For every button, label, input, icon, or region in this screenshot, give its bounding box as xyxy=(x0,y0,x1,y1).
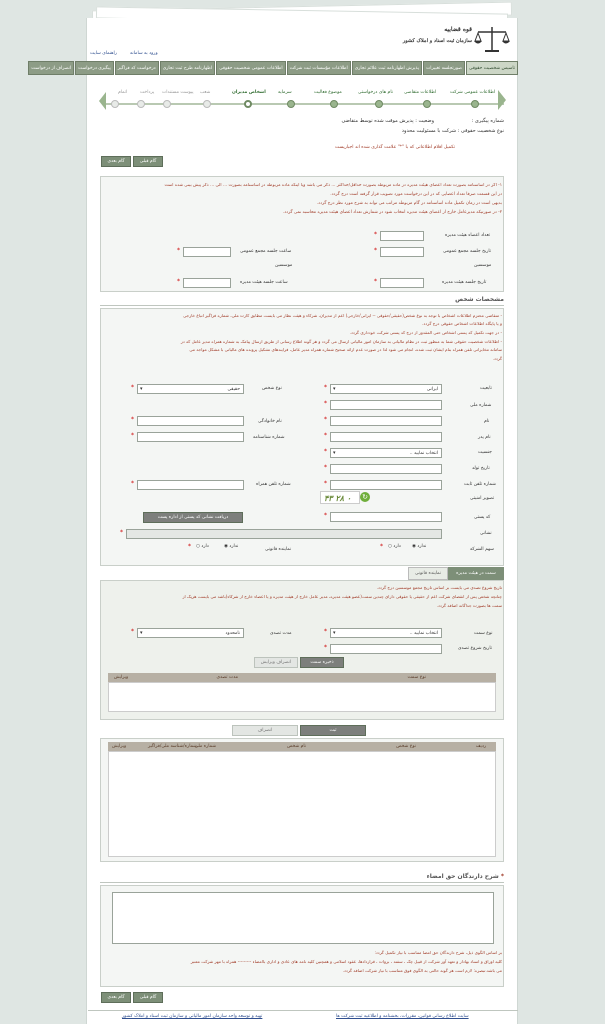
mobile-label: شماره تلفن همراه xyxy=(256,482,291,487)
id-number-input[interactable] xyxy=(137,432,244,442)
board-meeting-time-label: ساعت جلسه هیئت مدیره xyxy=(240,280,288,285)
step-names[interactable]: نام های درخواستی xyxy=(358,90,393,95)
gender-label: جنسیت xyxy=(478,450,492,455)
first-name-label: نام xyxy=(484,419,490,424)
tab-trademark[interactable]: پذیرش اظهارنامه ثبت علائم تجاری xyxy=(352,61,422,75)
birth-date-input[interactable] xyxy=(330,464,442,474)
phone-input[interactable] xyxy=(330,480,442,490)
tab-universal-code[interactable]: درخواست کد فراگیر xyxy=(115,61,159,75)
footer-link-regulations[interactable]: سایت اطلاع رسانی قوانین، مقررات، بخشنامه و اطلاعیه ثبت شرکت ها xyxy=(336,1014,469,1019)
step-finish[interactable]: اتمام xyxy=(118,90,128,95)
address-input[interactable] xyxy=(126,529,442,539)
register-button[interactable]: ثبت xyxy=(300,725,366,736)
national-id-label: شماره ملی xyxy=(470,403,492,408)
tab-institutes[interactable]: اطلاعات مؤسسات ثبت شرکت xyxy=(287,61,351,75)
board-note-4: ۲- در صورتیکه مدیرعامل خارج از اعضای هیئت مدیره انتخاب شود در شمارش تعداد اعضای هیئت مدیره محاسبه نمی گردد. xyxy=(282,210,502,215)
required-star: * xyxy=(324,628,327,635)
step-dot xyxy=(203,100,211,108)
members-count-label: تعداد اعضاء هیئت مدیره xyxy=(445,233,491,238)
chevron-down-icon: ▾ xyxy=(333,630,336,636)
step-attachments[interactable]: پیوست مستندات xyxy=(162,90,194,95)
chevron-down-icon: ▾ xyxy=(140,386,143,392)
tab-tracking[interactable]: پیگیری درخواست xyxy=(75,61,114,75)
national-id-input[interactable] xyxy=(330,400,442,410)
step-general[interactable]: اطلاعات عمومی شرکت xyxy=(450,90,496,95)
position-note-3: سمت ها بصورت جداگانه اضافه گردد. xyxy=(436,603,502,608)
step-dot xyxy=(111,100,119,108)
signatories-title: * شرح دارندگان حق امضاء xyxy=(426,873,504,880)
required-star: * xyxy=(324,384,327,391)
step-dot xyxy=(287,100,295,108)
next-step-button-bottom[interactable]: گام بعدی xyxy=(101,992,131,1003)
subtab-board-position[interactable]: سمت در هیئت مدیره xyxy=(448,567,504,580)
request-status: وضعیت : پذیرش موقت شده توسط متقاضی xyxy=(341,118,434,124)
col-national-id: شماره ملی xyxy=(194,744,216,749)
next-step-button-top[interactable]: گام بعدی xyxy=(101,156,131,167)
share-label: سهم الشرکه xyxy=(470,547,494,552)
person-note-6: گردد. xyxy=(492,356,502,361)
signatories-note-2: کلیه اوراق و اسناد بهادار و تعهد آور شرکت از قبیل چک ، سفته ، بروات ، قراردادها، عقود اسلامی و همچنین کلیه نامه های عادی و اداری باامضاء --------- همراه با مهر شرکت معتبر xyxy=(190,959,502,964)
required-star: * xyxy=(131,384,134,391)
general-meeting-time-label: ساعت جلسه مجمع عمومی xyxy=(240,249,292,254)
wizard-arrow-right xyxy=(498,90,506,110)
cancel-button[interactable]: انصراف xyxy=(232,725,298,736)
phone-label: شماره تلفن ثابت xyxy=(464,482,496,487)
gender-select[interactable]: انتخاب نمایید .. ▾ xyxy=(330,448,442,458)
col-position-type: نوع سمت xyxy=(407,675,426,680)
captcha-label: تصویر امنیتی xyxy=(470,496,495,501)
last-name-input[interactable] xyxy=(137,416,244,426)
required-star: * xyxy=(131,480,134,487)
step-dot xyxy=(471,100,479,108)
position-type-select[interactable]: انتخاب نمایید .. ▾ xyxy=(330,628,442,638)
chevron-down-icon: ▾ xyxy=(140,630,143,636)
general-meeting-date-input[interactable] xyxy=(380,247,424,257)
board-meeting-date-label: تاریخ جلسه هیئت مدیره xyxy=(442,280,487,285)
persons-table-header xyxy=(108,742,496,751)
required-star: * xyxy=(177,247,180,254)
required-note: تکمیل اقلام اطلاعاتی که با "*" علامت گذاری شده اند اجباریست xyxy=(334,145,455,150)
person-section-title: مشخصات شخص xyxy=(455,296,504,303)
scales-icon xyxy=(472,24,512,54)
login-link[interactable]: ورود به سامانه xyxy=(130,51,158,56)
required-star: * xyxy=(131,416,134,423)
address-label: نشانی xyxy=(480,531,492,536)
prev-step-button-bottom[interactable]: گام قبلی xyxy=(133,992,163,1003)
general-meeting-date-label: تاریخ جلسه مجمع عمومی xyxy=(443,249,492,254)
tab-general-info[interactable]: اطلاعات عمومی شخصیت حقوقی xyxy=(216,61,286,75)
person-note-1: - متقاضی محترم اطلاعات اشخاص با توجه به نوع شخص(حقیقی/حقوقی -- ایرانی/خارجی) اعم از مدیران، شرکاء و هیئت نظار می بایست مطابق کارت ملی، شماره فراگیر اتباع خارجی xyxy=(183,313,502,318)
required-star: * xyxy=(188,543,191,550)
required-star: * xyxy=(177,278,180,285)
father-name-input[interactable] xyxy=(330,432,442,442)
board-meeting-time-input[interactable] xyxy=(183,278,231,288)
col-edit: ویرایش xyxy=(114,675,129,680)
get-address-button[interactable]: دریافت نشانی کد پستی از اداره پست xyxy=(143,512,243,523)
footer-link-developer[interactable]: تهیه و توسعه واحد سازمان امور مالیاتی و سازمان ثبت اسناد و املاک کشور xyxy=(122,1014,263,1019)
start-date-label: تاریخ شروع تصدی xyxy=(458,646,492,651)
captcha-image: ۴۳ ۲۸ ۰ xyxy=(320,491,360,504)
position-table-body xyxy=(108,682,496,712)
step-dot-current xyxy=(244,100,252,108)
id-number-label: شماره شناسنامه xyxy=(253,435,285,440)
person-type-label: نوع شخص xyxy=(262,386,282,391)
signatories-note-1: بر اساس الگوی ذیل، شرح دارندگان حق امضا متناسب با نیاز تکمیل گردد: xyxy=(374,950,502,955)
persons-table-body xyxy=(108,751,496,857)
founders-label-1: موسسین xyxy=(474,263,492,268)
first-name-input[interactable] xyxy=(330,416,442,426)
nationality-select[interactable]: ایرانی ▾ xyxy=(330,384,442,394)
col-row: ردیف xyxy=(475,744,486,749)
required-star: * xyxy=(374,247,377,254)
step-activity[interactable]: موضوع فعالیت xyxy=(314,90,342,95)
person-note-4: - اطلاعات شخصیت حقوقی شما به منظور ثبت در نظام مالیاتی به سازمان امور مالیاتی ارسال می گردد و هر گونه اطلاع رسانی از طریق ارسال پیامک به شماره همراه مدیر عامل که در xyxy=(180,339,502,344)
wizard-arrow-left xyxy=(99,92,106,110)
cancel-edit-button[interactable]: انصراف ویرایش xyxy=(254,657,298,668)
divider xyxy=(100,305,504,306)
step-payment[interactable]: پرداخت xyxy=(140,90,155,95)
last-name-label: نام خانوادگی xyxy=(258,419,282,424)
logo-subtitle: سازمان ثبت اسناد و املاک کشور xyxy=(402,38,472,44)
person-note-5: سامانه مخابراتی تلفن همراه بنام ایشان ثبت شده، انجام می شود لذا در صورت عدم ارائه صحیح شماره همراه مدیر عامل، فرایندهای تشکیل پرونده های مالیاتی با مشکل مواجه می xyxy=(189,347,502,352)
position-note-2: چنانچه شخص پس از انقضای شرکت اعم از حقیقی یا حقوقی دارای چندین سمت(عضو هیئت مدیره، مدیر عامل خارج از هیئت مدیره و یا اعضاء خارج از شرکاء)باشد می بایست هریک از xyxy=(182,594,502,599)
required-star: * xyxy=(324,480,327,487)
entity-type: نوع شخصیت حقوقی : شرکت با مسئولیت محدود xyxy=(401,128,504,134)
required-star: * xyxy=(324,416,327,423)
step-dot xyxy=(375,100,383,108)
chevron-down-icon: ▾ xyxy=(333,386,336,392)
tab-changes[interactable]: صورتجلسه تغییرات xyxy=(423,61,465,75)
required-star: * xyxy=(324,432,327,439)
step-applicant[interactable]: اطلاعات متقاضی xyxy=(404,90,437,95)
logo-title: قوه قضاییه xyxy=(444,26,472,33)
required-star: * xyxy=(120,529,123,536)
col-universal-id: شماره/شناسه ملی/فراگیر xyxy=(148,744,197,749)
step-managers[interactable]: اشخاص مدیران xyxy=(232,90,266,95)
step-dot xyxy=(423,100,431,108)
required-star: * xyxy=(324,464,327,471)
prev-step-button-top[interactable]: گام قبلی xyxy=(133,156,163,167)
board-note-1: ۱- اگر در اساسنامه بصورت تعداد اعضای هیئت مدیره در ماده مربوطه بصورت حداقل/حداکثر ... ذکر می باشد ویا اینکه ماده مربوطه در اساسنامه بصورت ... الی ... ذکر پیش بینی شده است xyxy=(164,183,502,188)
required-star: * xyxy=(324,400,327,407)
legal-rep-label: نماینده قانونی xyxy=(265,547,292,552)
board-note-3: بدیهی است در زمان تکمیل ماده اساسنامه در گام مربوطه مراتب می تواند به شرح مورد نظر درج گردد. xyxy=(316,201,502,206)
required-star: * xyxy=(324,644,327,651)
share-no-radio[interactable]: ◉ ندارد xyxy=(412,544,427,549)
required-star: * xyxy=(380,543,383,550)
guide-link[interactable]: راهنمای سایت xyxy=(90,51,117,56)
save-position-button[interactable]: ذخیره سمت xyxy=(300,657,344,668)
legal-rep-no-radio[interactable]: ◉ ندارد xyxy=(224,544,239,549)
tab-declaration[interactable]: اظهارنامه طرح ثبت تجاری xyxy=(160,61,215,75)
board-meeting-date-input[interactable] xyxy=(380,278,424,288)
col-edit: ویرایش xyxy=(112,744,127,749)
required-star: * xyxy=(324,512,327,519)
required-star: * xyxy=(131,432,134,439)
step-dot xyxy=(163,100,171,108)
required-star: * xyxy=(374,278,377,285)
general-meeting-time-input[interactable] xyxy=(183,247,231,257)
father-name-label: نام پدر xyxy=(478,435,491,440)
step-capital[interactable]: سرمایه xyxy=(278,90,292,95)
step-branches[interactable]: شعب xyxy=(200,90,211,95)
tracking-number: شماره پیگیری : xyxy=(471,118,504,124)
footer-divider xyxy=(88,1010,518,1011)
refresh-captcha-icon[interactable]: ↻ xyxy=(360,492,370,502)
duration-select[interactable]: نامحدود ▾ xyxy=(137,628,244,638)
mobile-input[interactable] xyxy=(137,480,244,490)
logo xyxy=(472,24,512,54)
col-person-name: نام شخص xyxy=(286,744,306,749)
tab-cancel-request[interactable]: انصراف از درخواست xyxy=(28,61,74,75)
chevron-down-icon: ▾ xyxy=(333,450,336,456)
postal-code-label: کد پستی xyxy=(474,515,491,520)
board-note-2: در این قسمت صرفا تعداد اعضایی که در این درخواست مورد تصویب قرار گرفته است درج گردد. xyxy=(330,192,502,197)
postal-code-input[interactable] xyxy=(330,512,442,522)
person-note-2: و یا پایگاه اطلاعات اشخاص حقوقی درج گردد. xyxy=(422,321,502,326)
subtab-legal-rep[interactable]: نماینده قانونی xyxy=(408,567,448,580)
required-star: * xyxy=(324,448,327,455)
position-table-header xyxy=(108,673,496,682)
signatories-textarea[interactable] xyxy=(112,892,494,944)
legal-rep-yes-radio[interactable]: ○ دارد xyxy=(196,544,209,549)
main-tabs xyxy=(31,61,518,77)
col-person-type: نوع شخص xyxy=(396,744,416,749)
step-dot xyxy=(330,100,338,108)
position-note-1: تاریخ شروع تصدی می بایست بر اساس تاریخ مجمع موسسین درج گردد. xyxy=(376,585,502,590)
start-date-input[interactable] xyxy=(330,644,442,654)
person-note-3: - در جهت تکمیل کد پستی اشخاص حتی المقدور از درج کد پستی شرکت خودداری گردد. xyxy=(349,330,502,335)
divider xyxy=(100,882,504,883)
position-type-label: نوع سمت xyxy=(474,631,493,636)
members-count-input[interactable] xyxy=(380,231,424,241)
required-star: * xyxy=(374,231,377,238)
share-yes-radio[interactable]: ○ دارد xyxy=(388,544,401,549)
duration-label: مدت تصدی xyxy=(270,631,292,636)
col-duration: مدت تصدی xyxy=(216,675,238,680)
signatories-note-3: می باشد.تبصره: لازم است هر گونه حالتی به الگوی فوق متناسب با نیاز شرکت اضافه گردد. xyxy=(342,968,502,973)
required-star: * xyxy=(131,628,134,635)
tab-establish[interactable]: تاسیس شخصیت حقوقی xyxy=(466,61,518,75)
founders-label-2: موسسین xyxy=(275,263,293,268)
nationality-label: تابعیت xyxy=(480,386,492,391)
birth-date-label: تاریخ تولد xyxy=(472,466,490,471)
step-dot xyxy=(137,100,145,108)
person-type-select[interactable]: حقیقی ▾ xyxy=(137,384,244,394)
